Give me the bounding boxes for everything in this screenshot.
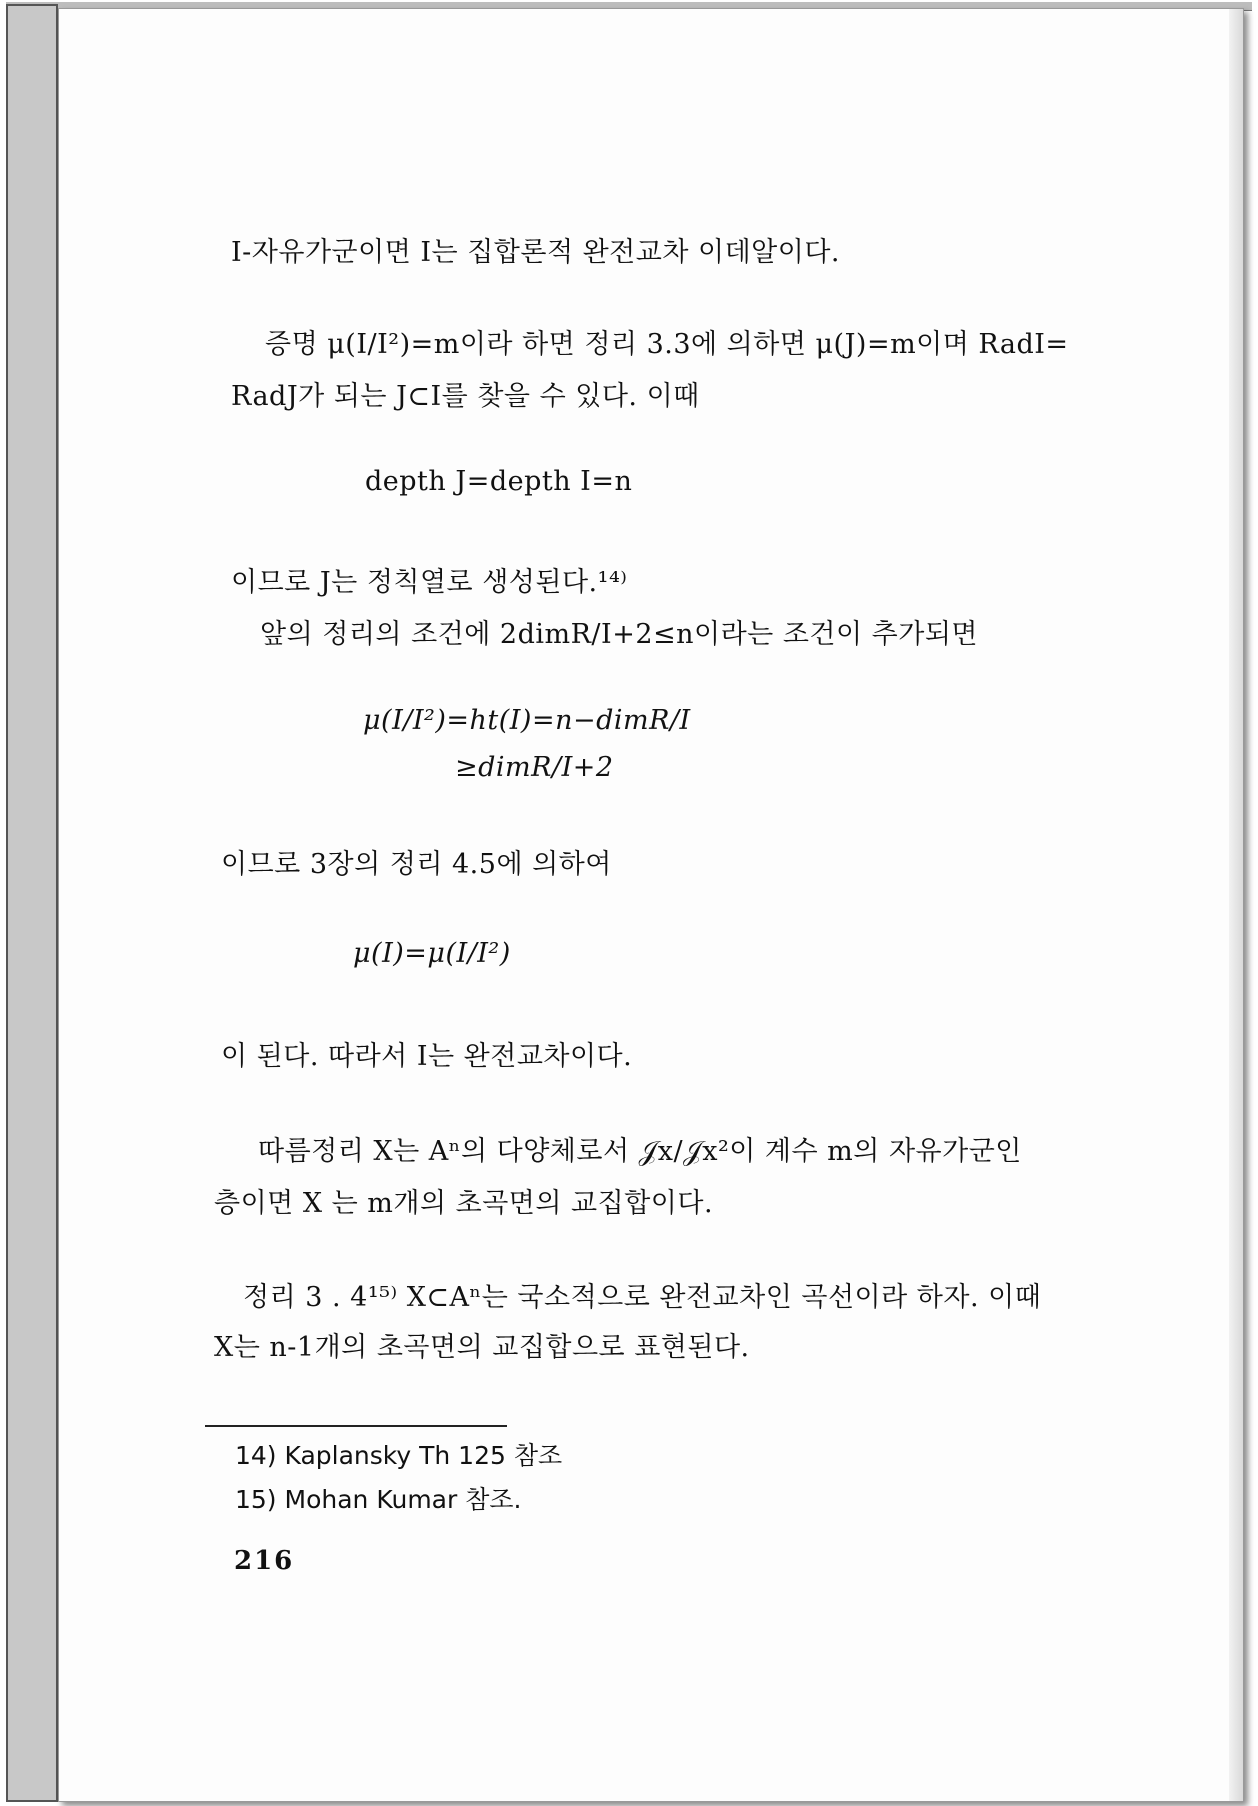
footnote-15: 15) Mohan Kumar 참조. [235,1485,522,1514]
footnote-14: 14) Kaplansky Th 125 참조 [235,1441,563,1470]
theorem-line-2: X는 n-1개의 초곡면의 교집합으로 표현된다. [214,1332,750,1363]
equation-ge-dim: ≥dimR/I+2 [455,752,614,783]
text-line-regular-sequence: 이므로 J는 정칙열로 생성된다.¹⁴⁾ [231,567,628,598]
text-line-condition: 앞의 정리의 조건에 2dimR/I+2≤n이라는 조건이 추가되면 [260,619,978,650]
page-number: 216 [234,1546,295,1576]
corollary-line-2: 층이면 X 는 m개의 초곡면의 교집합이다. [214,1188,714,1219]
proof-line-1: 증명 μ(I/I²)=m이라 하면 정리 3.3에 의하면 μ(J)=m이며 RadI= [265,329,1069,360]
corollary-line-1: 따름정리 X는 Aⁿ의 다양체로서 𝒥x/𝒥x²이 계수 m의 자유가군인 [258,1136,1022,1167]
book-page [58,8,1244,1802]
theorem-line-1: 정리 3 . 4¹⁵⁾ X⊂Aⁿ는 국소적으로 완전교차인 곡선이라 하자. 이때 [243,1282,1042,1313]
equation-depth: depth J=depth I=n [365,466,633,497]
equation-mu-equality: μ(I)=μ(I/I²) [353,938,511,969]
equation-mu-ht: μ(I/I²)=ht(I)=n−dimR/I [363,705,691,736]
proof-line-2: RadJ가 되는 J⊂I를 찾을 수 있다. 이때 [231,381,700,412]
book-spine [6,4,58,1802]
text-line-1: I-자유가군이면 I는 집합론적 완전교차 이데알이다. [231,237,841,268]
text-line-chapter3: 이므로 3장의 정리 4.5에 의하여 [221,849,612,880]
page-edge-shade [1229,9,1243,1801]
footnote-separator [205,1425,507,1427]
text-line-complete-intersection: 이 된다. 따라서 I는 완전교차이다. [221,1041,633,1072]
